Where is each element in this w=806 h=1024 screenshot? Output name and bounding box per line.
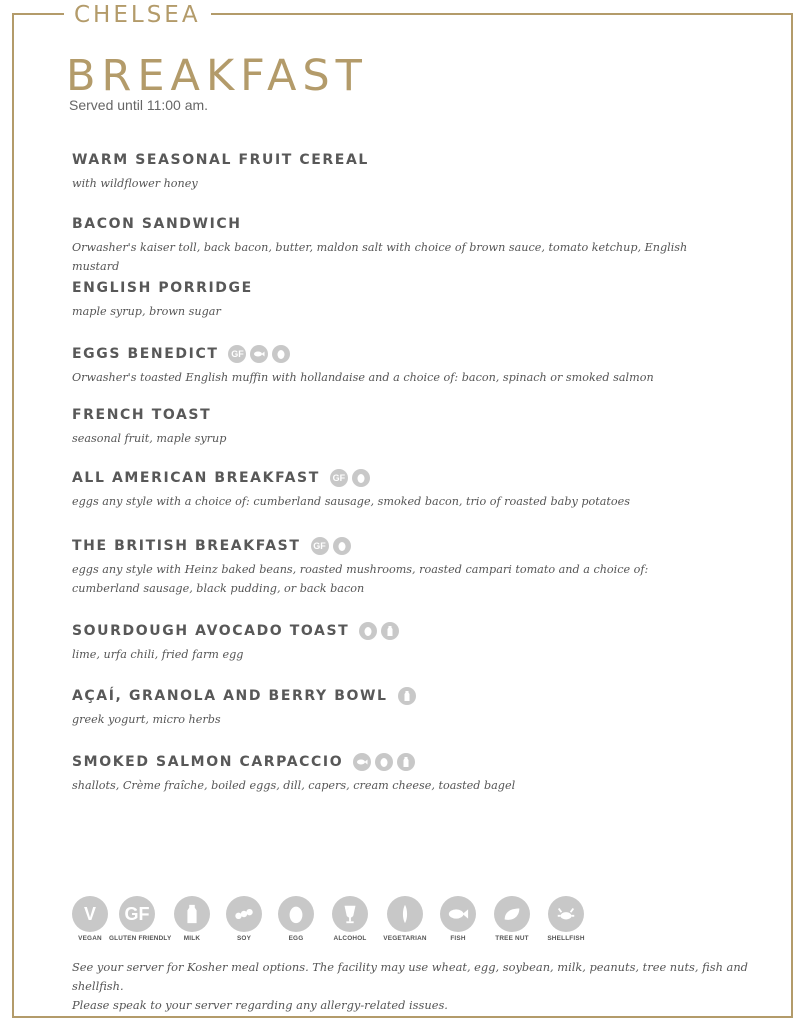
shellfish-icon bbox=[548, 896, 584, 932]
legend-label: EGG bbox=[288, 935, 304, 942]
menu-item bbox=[72, 752, 692, 795]
allergy-footer bbox=[72, 958, 772, 1015]
legend-glyph: V bbox=[83, 903, 96, 924]
vegan-icon bbox=[72, 896, 108, 932]
page-title: BREAKFAST bbox=[66, 51, 368, 101]
legend-item bbox=[268, 896, 324, 942]
legend-item bbox=[538, 896, 594, 942]
legend-label: SHELLFISH bbox=[547, 935, 585, 942]
item-description: eggs any style with a choice of: cumberland sausage, smoked bacon, trio of roasted baby potatoes bbox=[72, 495, 631, 508]
item-name-row bbox=[72, 621, 692, 641]
legend-item bbox=[164, 896, 220, 942]
item-name-row bbox=[72, 214, 692, 234]
menu-item bbox=[72, 150, 692, 193]
egg-icon bbox=[272, 345, 290, 363]
item-description: Orwasher's toasted English muffin with hollandaise and a choice of: bacon, spinach or smoked salmon bbox=[72, 371, 654, 384]
item-name: ENGLISH PORRIDGE bbox=[72, 280, 253, 296]
footer-line-1: See your server for Kosher meal options. The facility may use wheat, egg, soybean, milk, peanuts, tree nuts, fish and shellfish. bbox=[72, 960, 748, 993]
menu-item bbox=[72, 468, 692, 511]
menu-item bbox=[72, 405, 692, 448]
item-name-row bbox=[72, 278, 692, 298]
menu-item bbox=[72, 278, 692, 321]
item-name: BACON SANDWICH bbox=[72, 216, 242, 232]
legend-label: FISH bbox=[450, 935, 466, 942]
legend-label: TREE NUT bbox=[495, 935, 529, 942]
legend-label: ALCOHOL bbox=[333, 935, 367, 942]
legend-label: SOY bbox=[236, 935, 252, 942]
gf-icon: GF bbox=[311, 537, 329, 555]
item-allergen-icons bbox=[343, 753, 415, 771]
legend-glyph: GF bbox=[124, 903, 150, 924]
item-description: maple syrup, brown sugar bbox=[72, 305, 221, 318]
legend-item bbox=[322, 896, 378, 942]
fish-icon bbox=[250, 345, 268, 363]
item-allergen-icons bbox=[320, 469, 370, 487]
milk-icon bbox=[381, 622, 399, 640]
milk-icon bbox=[398, 687, 416, 705]
item-description: with wildflower honey bbox=[72, 177, 198, 190]
item-name: WARM SEASONAL FRUIT CEREAL bbox=[72, 152, 369, 168]
egg-icon bbox=[352, 469, 370, 487]
item-name: SMOKED SALMON CARPACCIO bbox=[72, 754, 344, 770]
legend-item bbox=[430, 896, 486, 942]
milk-icon bbox=[174, 896, 210, 932]
legend-label: GLUTEN FRIENDLY bbox=[109, 935, 172, 942]
item-description: lime, urfa chili, fried farm egg bbox=[72, 648, 244, 661]
item-description: Orwasher's kaiser toll, back bacon, butter, maldon salt with choice of brown sauce, tomato ketchup, English mustard bbox=[72, 241, 688, 273]
legend-item bbox=[377, 896, 433, 942]
item-name: SOURDOUGH AVOCADO TOAST bbox=[72, 623, 350, 639]
vegetarian-icon bbox=[387, 896, 423, 932]
legend-item bbox=[216, 896, 272, 942]
item-description: seasonal fruit, maple syrup bbox=[72, 432, 227, 445]
egg-icon bbox=[278, 896, 314, 932]
footer-line-2: Please speak to your server regarding any allergy-related issues. bbox=[72, 998, 448, 1012]
legend-item bbox=[109, 896, 172, 942]
menu-item bbox=[72, 344, 692, 387]
tree-nut-icon bbox=[494, 896, 530, 932]
brand-name: CHELSEA bbox=[64, 2, 211, 28]
item-description: shallots, Crème fraîche, boiled eggs, dill, capers, cream cheese, toasted bagel bbox=[72, 779, 516, 792]
legend-label: VEGAN bbox=[78, 935, 102, 942]
gf-icon bbox=[119, 896, 155, 932]
item-name: FRENCH TOAST bbox=[72, 407, 212, 423]
item-name-row bbox=[72, 344, 692, 364]
menu-item bbox=[72, 686, 692, 729]
item-name: EGGS BENEDICT bbox=[72, 346, 219, 362]
item-name-row bbox=[72, 686, 692, 706]
item-name-row bbox=[72, 752, 692, 772]
item-allergen-icons bbox=[301, 537, 351, 555]
item-description: eggs any style with Heinz baked beans, roasted mushrooms, roasted campari tomato and a choice of: cumberland sausage, black pudding, or back bacon bbox=[72, 563, 649, 595]
legend-label: VEGETARIAN bbox=[383, 935, 427, 942]
item-name-row bbox=[72, 405, 692, 425]
fish-icon bbox=[440, 896, 476, 932]
egg-icon bbox=[333, 537, 351, 555]
legend-label: MILK bbox=[183, 935, 201, 942]
egg-icon bbox=[359, 622, 377, 640]
item-name-row bbox=[72, 150, 692, 170]
item-name-row bbox=[72, 468, 692, 488]
milk-icon bbox=[397, 753, 415, 771]
fish-icon bbox=[353, 753, 371, 771]
allergen-legend bbox=[72, 896, 632, 948]
menu-item bbox=[72, 621, 692, 664]
item-allergen-icons bbox=[218, 345, 290, 363]
menu-item bbox=[72, 214, 692, 276]
alcohol-icon bbox=[332, 896, 368, 932]
item-allergen-icons bbox=[388, 687, 416, 705]
menu-item bbox=[72, 536, 692, 598]
item-name: THE BRITISH BREAKFAST bbox=[72, 538, 301, 554]
item-name: AÇAÍ, GRANOLA AND BERRY BOWL bbox=[72, 688, 388, 704]
legend-item bbox=[484, 896, 540, 942]
item-allergen-icons bbox=[349, 622, 399, 640]
item-name-row bbox=[72, 536, 692, 556]
soy-icon bbox=[226, 896, 262, 932]
item-name: ALL AMERICAN BREAKFAST bbox=[72, 470, 320, 486]
gf-icon: GF bbox=[228, 345, 246, 363]
egg-icon bbox=[375, 753, 393, 771]
gf-icon: GF bbox=[330, 469, 348, 487]
served-note: Served until 11:00 am. bbox=[69, 97, 209, 113]
item-description: greek yogurt, micro herbs bbox=[72, 713, 221, 726]
